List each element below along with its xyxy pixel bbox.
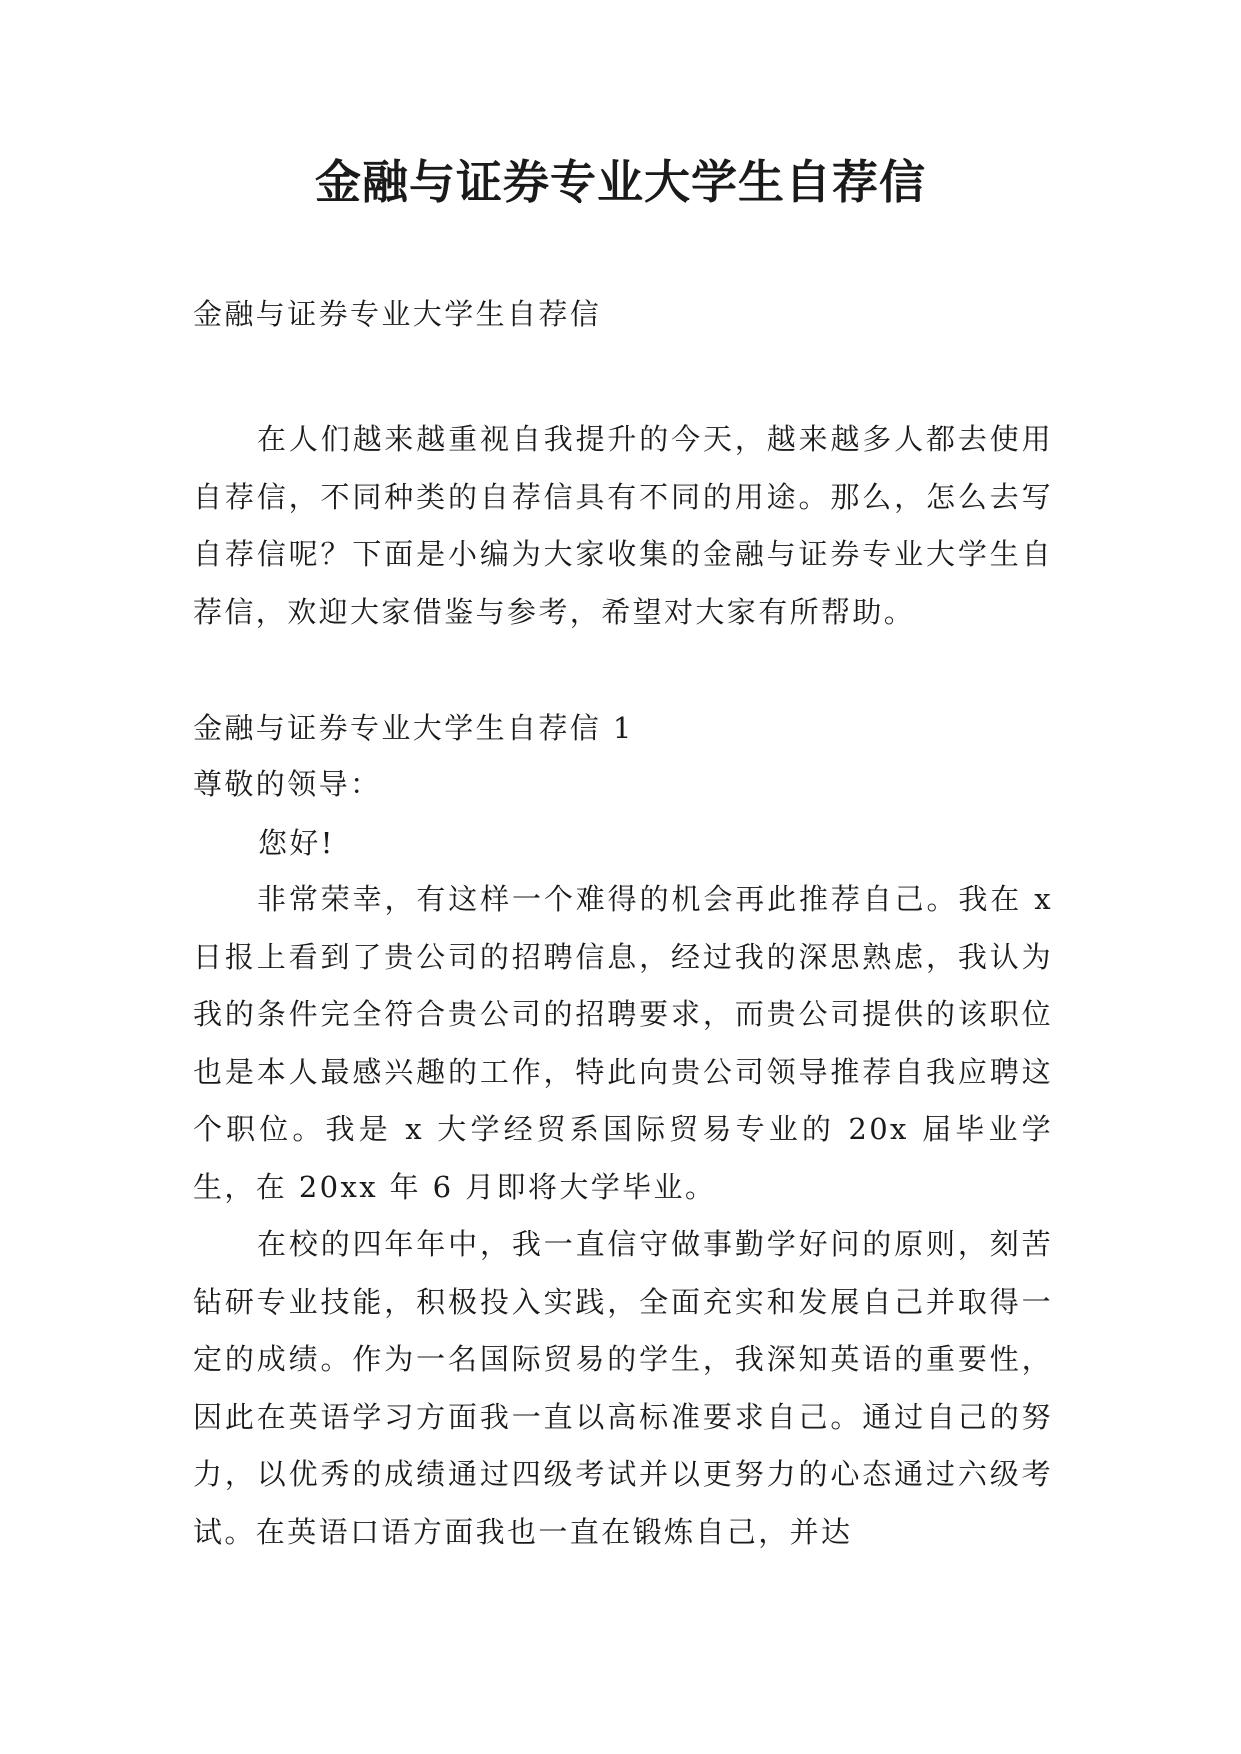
letter-body — [193, 871, 1053, 1561]
letter-greeting: 您好! — [258, 826, 335, 860]
letter-paragraph-1: 非常荣幸，有这样一个难得的机会再此推荐自己。我在 x 日报上看到了贵公司的招聘信息，经过我的深思熟虑，我认为我的条件完全符合贵公司的招聘要求，而贵公司提供的该职位也是本人最感兴趣的工作，特此向贵公司领导推荐自我应聘这个职位。我是 x 大学经贸系国际贸易专业的 20x 届毕业学生，在 20xx 年 6 月即将大学毕业。 — [193, 882, 1053, 1204]
letter-heading: 金融与证券专业大学生自荐信 1 — [193, 711, 634, 745]
document-title: 金融与证券专业大学生自荐信 — [315, 155, 926, 209]
document-subtitle: 金融与证券专业大学生自荐信 — [193, 297, 602, 331]
intro-section — [193, 411, 1053, 641]
letter-paragraph-2: 在校的四年年中，我一直信守做事勤学好问的原则，刻苦钻研专业技能，积极投入实践，全面充实和发展自己并取得一定的成绩。作为一名国际贸易的学生，我深知英语的重要性，因此在英语学习方面我一直以高标准要求自己。通过自己的努力，以优秀的成绩通过四级考试并以更努力的心态通过六级考试。在英语口语方面我也一直在锻炼自己，并达 — [193, 1227, 1053, 1549]
letter-salutation: 尊敬的领导： — [193, 767, 382, 801]
intro-paragraph: 在人们越来越重视自我提升的今天，越来越多人都去使用自荐信，不同种类的自荐信具有不同的用途。那么，怎么去写自荐信呢？下面是小编为大家收集的金融与证券专业大学生自荐信，欢迎大家借鉴与参考，希望对大家有所帮助。 — [193, 422, 1053, 629]
